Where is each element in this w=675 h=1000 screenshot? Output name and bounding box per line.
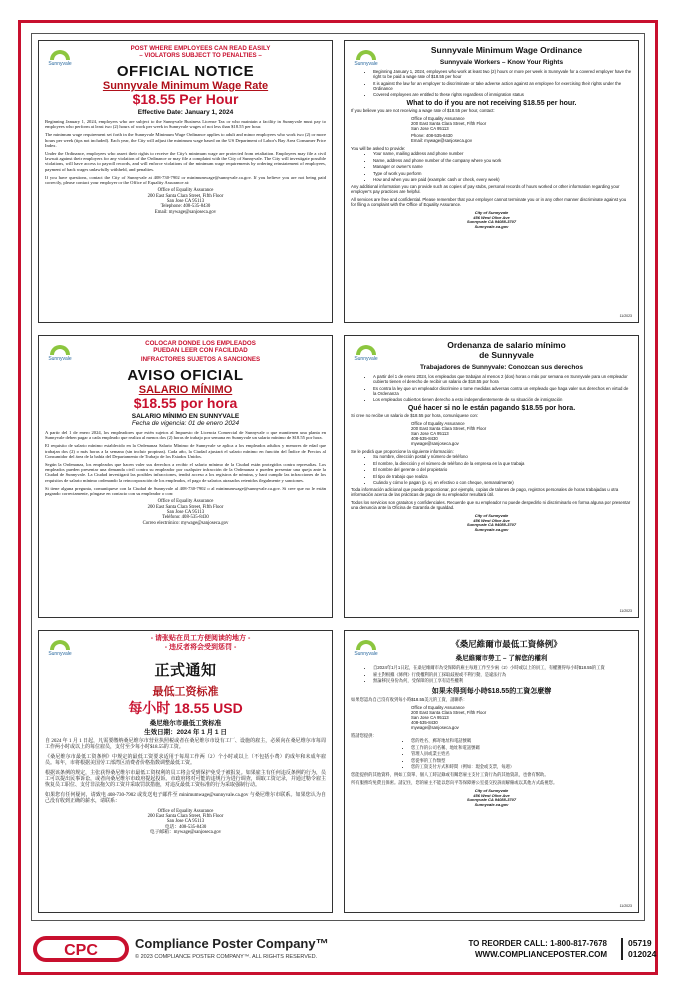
extra-info: 您能提供的其他資料，例如工資單、個人工時記錄或有關您雇主支付工資行為的其他資訊，也會有幫助。 [351,772,549,777]
list-item: • Type of work you perform [373,171,632,176]
sunnyvale-logo [45,637,75,657]
list-item: • Cuándo y cómo le pagan (p. ej. en efectivo o con cheque, semanalmente) [373,480,632,485]
list-item: • Los empleados cubiertos tienen derecho a esto independientemente de su situación de inmigración [373,397,632,402]
effective-heading: 桑尼维尔市最低工资标准 [149,720,222,727]
list-item: • Su nombre, dirección postal y número de teléfono [373,454,632,459]
what-to-do-heading: Qué hacer si no le están pagando $18.55 por hora. [407,405,576,412]
paragraph: Beginning January 1, 2024, employers who are subject to the Sunnyvale Business License Tax or who maintain a facility in Sunnyvale must pay to employees who perform at least two (2) hours of work per week in Sunnyvale wages of not less than $18.55 per hour. [45,119,326,130]
wage-rate: $18.55 por hora [133,395,238,411]
contact-address: Office of Equality Assurance 200 East Santa Clara Street, Fifth Floor San Jose CA 95113 408-535-8430 mywage@sanjoseca.gov [411,421,487,446]
wage-rate: $18.55 Per Hour [132,91,239,107]
paragraph: Si tiene alguna pregunta, comuníquese con la Ciudad de Sunnyvale al 408-730-7902 o al minimumwage@sunnyvale.ca.gov. Si cree que no le están pagando correctamente, póngase en contacto con su empleador o con: [45,485,326,497]
paragraph: Under the Ordinance, employees who assert their rights to receive the City's minimum wage are protected from retaliation. Employees may file a civil lawsuit against their employers for any violation of the Ordinance or may file a complaint with the City of Sunnyvale. The City will investigate possible violations, will have access to payroll records, and will enforce violations of the minimum wage requirements by ordering reinstatement of employees, payment of back wages unlawfully withheld, and penalties. [45,151,326,172]
brand-name: Compliance Poster Company™ [135,936,329,951]
ordinance-subtitle: Trabajadores de Sunnyvale: Conozcan sus derechos [420,364,583,371]
website-link[interactable]: WWW.COMPLIANCEPOSTER.COM [475,950,607,959]
list-item: • A partir del 1 de enero 2024, los empleados que trabajan al menos 2 (dos) horas o más por semana en Sunnyvale para un empleador cubierto tienen el derecho de recibir un salario de $18.55 por hora [373,374,632,384]
paragraph: If you have questions, contact the City of Sunnyvale at 408-730-7902 or minimumwage@sunnyvale.ca.gov. If you believe you are not being paid correctly, please contact your employer or the Office of Equality Assurance at: [45,174,326,186]
provide-label: 將請您提供： [351,733,377,738]
reorder-phone: TO REORDER CALL: 1-800-817-7678 [468,939,607,948]
sunnyvale-logo [45,47,75,67]
panel-english-ordinance [344,40,639,323]
list-item: • 雇主對根據《條例》行使權利的員工採取歧視或不利行動，是違法行為 [373,672,632,677]
cpc-logo-text: CPC [64,942,98,959]
list-item: • 管理人員或業主姓名 [411,751,632,756]
confidential-note: 所有服務均免費且保密。請記住，您的雇主不能以您向平等保障辦公室提交投訴而解僱或以其他方式歧視您。 [351,780,558,785]
what-to-do-heading: 如果未得到每小時$18.55的工資怎麼辦 [431,688,552,695]
list-item: • 您的工資支付方式和時間（例如：現金或支票，每週） [411,764,632,769]
list-item: • 自2024年1月1日起，在桑尼維爾市為受保障的雇主每週工作至少兩（2）小時或以上的員工，有權獲得每小時$18.55的工資 [373,665,632,670]
contact-address: Office of Equality Assurance 200 East Santa Clara Street, Fifth Floor San Jose CA 95113 Teléfono: 408-535-8430 Correo electrónico: mywage@sanjoseca.gov [142,499,229,526]
logo-text: Sunnyvale [48,61,72,67]
ordinance-title: 《桑尼維爾市最低工資條例》 [451,639,562,649]
logo-text: Sunnyvale [48,651,72,657]
reorder-info [468,938,607,960]
rights-list [373,69,632,97]
confidential-note: Todos los servicios son gratuitos y confidenciales. Recuerde que su empleador no puede despedirlo ni discriminarlo en forma alguna por presentar una denuncia ante la Oficina de Garantía de Igualdad. [351,500,631,510]
effective-date: Effective Date: January 1, 2024 [137,109,234,116]
sun-icon [355,637,377,651]
what-to-do-text: Si cree no recibe un salario de $18.55 por hora, comuníquese con: [351,413,479,418]
paragraph: 如果您有任何疑问，请致电 408-730-7902 或发送电子邮件至 minimumwage@sunnyvale.ca.gov 与桑尼维尔市联系。如果您认为自己没有收到正确的薪水，请联系： [45,792,326,805]
panel-english-notice [38,40,333,323]
list-item: • Beginning January 1, 2024, employees who work at least two (2) hours or more per week in Sunnyvale for a covered employer have the right to be paid a wage rate of $18.55 per hour [373,69,632,79]
notice-title: AVISO OFICIAL [127,367,244,384]
what-to-do-heading: What to do if you are not receiving $18.55 per hour. [406,100,577,107]
posting-warning: POST WHERE EMPLOYEES CAN READ EASILY – VIOLATORS SUBJECT TO PENALTIES – [130,45,271,59]
rights-list [373,374,632,402]
posting-warning: - 请张贴在员工方便阅读的地方 - - 违反者将会受到惩罚 - [150,635,251,651]
paragraph: A partir del 1 de enero 2024, los empleadores que estén sujetos al Impuesto de Licencia Comercial de Sunnyvale o que mantienen una planta en Sunnyvale deben pagar a cada empleado que realiza al menos dos (2) horas de trabajo por semana en Sunnyvale un salario mínimo de $18.55 por hora. [45,430,326,441]
effective-date: 生效日期：2024 年 1 月 1 日 [144,729,227,736]
panel-spanish-ordinance [344,335,639,618]
confidential-note: All services are free and confidential. Please remember that your employer cannot terminate you or in any other manner discriminate against you for filing a complaint with the Office of Equality Assurance. [351,197,627,207]
ordinance-subtitle: Sunnyvale Workers – Know Your Rights [439,59,564,66]
sunnyvale-logo [351,637,381,657]
notice-title: 正式通知 [154,662,217,679]
logo-text: Sunnyvale [354,651,378,657]
sunnyvale-logo [351,47,381,67]
list-item: • 您工作的公司名稱、地址和電話號碼 [411,745,632,750]
extra-info: Any additional information you can provide such as copies of pay stubs, personal records of hours worked or other information regarding your employer's pay practices are helpful. [351,184,620,194]
form-code: 11/2023 [619,904,632,908]
cpc-logo-icon [33,934,129,964]
what-to-do-text: 如果您認為自己沒有收到每小時$18.55美元的工資，請聯系： [351,697,468,702]
provide-list [373,151,632,182]
contact-address: Office of Equality Assurance 200 East Santa Clara Street, Fifth Floor San Jose CA 95113 Telephone: 408-535-8430 Email: mywage@sanjoseca.gov [147,188,224,215]
contact-address: Office of Equality Assurance 200 East Santa Clara Street, Fifth Floor San Jose CA 95113 Phone: 408-535-8430 Email: mywage@sanjoseca.gov [411,116,487,143]
paragraph: 自 2024 年 1 月 1 日起，凡需要缴纳桑尼维尔市营业执照税或者在桑尼维尔市设有工厂、设施的雇主，必须向在桑尼维尔市每周工作两小时或以上的每位雇员，支付至少每小时$18.55的工资。 [45,739,326,751]
provide-list [411,738,632,769]
form-code: 11/2023 [619,314,632,318]
poster-codes: 05719 012024 [621,938,656,960]
rights-list [373,665,632,683]
posting-warning: COLOCAR DONDE LOS EMPLEADOS PUEDAN LEER CON FACILIDAD INFRACTORES SUJETOS A SANCIONES [140,340,261,363]
paragraph: El requisito de salario mínimo establecido en la Ordenanza Salario Mínimo de Sunnyvale se aplica a los empleados adultos y menores de edad que trabajan dos (2) o más horas a la semana (sin incluir propinas). Cada año, la Ciudad ajustará el salario mínimo en función del Índice de Precios al Consumidor del área de la bahía del Departamento de Trabajo de los Estados Unidos. [45,443,326,459]
rate-title: Sunnyvale Minimum Wage Rate [102,80,269,92]
ordinance-title: Sunnyvale Minimum Wage Ordinance [430,45,583,55]
list-item: • Manager or owner's name [373,164,632,169]
form-code: 11/2023 [619,609,632,613]
poster-grid [31,33,645,921]
wage-rate: 每小时 18.55 USD [128,700,243,716]
paragraph: 根据该条例的规定，主张获得桑尼维尔市最低工资权利的员工将会受到保护免受于被报复。如果雇主有任何违反条例的行为，员工可以提出民事诉讼，或者向桑尼维尔市政府提起投诉。市政府将对可能的违规行为进行调查，调取工资记录，并通过勒令雇主恢复员工职位、支付非法拖欠的工资并采取罚款措施，对违反最低工资标准的行为采取强制行动。 [45,770,326,789]
ordinance-title: Ordenanza de salario mínimo de Sunnyvale [447,340,566,360]
city-address: City of Sunnyvale 456 West Olive Ave Sunnyvale CA 94088-3707 Sunnyvale.ca.gov [466,210,517,229]
rate-title: SALARIO MÍNIMO [138,384,233,396]
panel-spanish-notice [38,335,333,618]
list-item: • It is against the law for an employer to discriminate or take adverse action against an employee for exercising their rights under the Ordinance [373,81,632,91]
contact-address: Office of Equality Assurance 200 East Santa Clara Street, Fifth Floor San Jose CA 95113 408-535-8430 mywage@sanjoseca.gov [411,705,487,730]
list-item: • El nombre del gerente o del propietario [373,467,632,472]
sun-icon [49,47,71,61]
rate-title: 最低工资标准 [152,686,219,698]
logo-text: Sunnyvale [48,356,72,362]
sun-icon [49,342,71,356]
extra-info: Toda información adicional que pueda proporcionar, por ejemplo, copias de talones de pago, registros personales de horas trabajadas u otra información acerca de las prácticas de pago de su empleador resultará útil. [351,487,619,497]
list-item: • How and when you are paid (example: cash or check, every week) [373,177,632,182]
effective-heading: SALARIO MÍNIMO EN SUNNYVALE [131,413,240,420]
list-item: • El nombre, la dirección y el número de teléfono de la empresa en la que trabaja [373,461,632,466]
copyright: © 2023 COMPLIANCE POSTER COMPANY™. ALL RIGHTS RESERVED. [135,954,318,960]
ordinance-subtitle: 桑尼維爾市勞工 – 了解您的權利 [455,655,548,662]
panel-chinese-simplified-notice [38,630,333,913]
effective-date: Fecha de vigencia: 01 de enero 2024 [131,420,240,427]
what-to-do-text: If you believe you are not receiving a wage rate of $18.55 per hour, contact: [351,108,495,113]
provide-label: You will be asked to provide: [351,146,406,151]
sunnyvale-logo [45,342,75,362]
sun-icon [49,637,71,651]
provide-list [373,454,632,485]
logo-text: Sunnyvale [354,61,378,67]
sun-icon [355,47,377,61]
paragraph: 《桑尼维尔市最低工资条例》中规定的最低工资要求适用于每周工作两（2）个小时或以上（不包括小费）的成年和未成年雇员。每年，市将根据美国劳工部湾区消费者价格指数调整最低工资。 [45,754,326,767]
list-item: • El tipo de trabajo que realiza [373,474,632,479]
sunnyvale-logo [351,342,381,362]
panel-chinese-traditional-ordinance [344,630,639,913]
paragraph: The minimum wage requirement set forth in the Sunnyvale Minimum Wage Ordinance applies to adult and minor employees who work two (2) or more hours per week (tips not included). Each year, the City will adjust the minimum wage based on the US Department of Labor's Bay Area Consumer Price Index. [45,132,326,148]
city-address: City of Sunnyvale 456 West Olive Ave Sunnyvale CA 94088-3707 Sunnyvale.ca.gov [466,513,517,532]
city-address: City of Sunnyvale 456 West Olive Ave Sunnyvale CA 94088-3707 Sunnyvale.ca.gov [466,788,517,807]
list-item: • Es contra la ley que un empleador discrimine o tome medidas adversas contra un empleado que haga valer sus derechos en virtud de la Ordenanza [373,386,632,396]
sun-icon [355,342,377,356]
list-item: • Covered employees are entitled to these rights regardless of immigration status [373,92,632,97]
paragraph: Según la Ordenanza, los empleados que hacen valer sus derechos a recibir el salario mínimo de la Ciudad están protegidos contra represalias. Los empleados pueden presentar una demanda civil contra su empleador por cualquier infracción de la Ordenanza o pueden presentar una queja ante la Ciudad de Sunnyvale. La Ciudad investigará las posibles infracciones, tendrá acceso a los registros de nómina, y hará cumplir las infracciones de los requisitos de salario mínimo ordenando la reincorporación de los empleados, el pago de salarios atrasados retenidos ilegalmente y sanciones. [45,462,326,483]
list-item: • 無論移民身份為何，受保障的員工享有這些權利 [373,678,632,683]
provide-label: Se le pedirá que proporcione la siguiente información: [351,449,454,454]
logo-text: Sunnyvale [354,356,378,362]
list-item: • Name, address and phone number of the company where you work [373,158,632,163]
list-item: • 您從事的工作類型 [411,758,632,763]
poster-sheet [18,20,658,975]
list-item: • 您的姓名、郵寄地址和電話號碼 [411,738,632,743]
notice-title: OFFICIAL NOTICE [116,63,255,80]
list-item: • Your name, mailing address and phone number [373,151,632,156]
footer [31,928,657,973]
contact-address: Office of Equality Assurance 200 East Santa Clara Street, Fifth Floor San Jose CA 95113 电话：408-535-8430 电子邮箱：mywage@sanjoseca.gov [147,808,224,836]
